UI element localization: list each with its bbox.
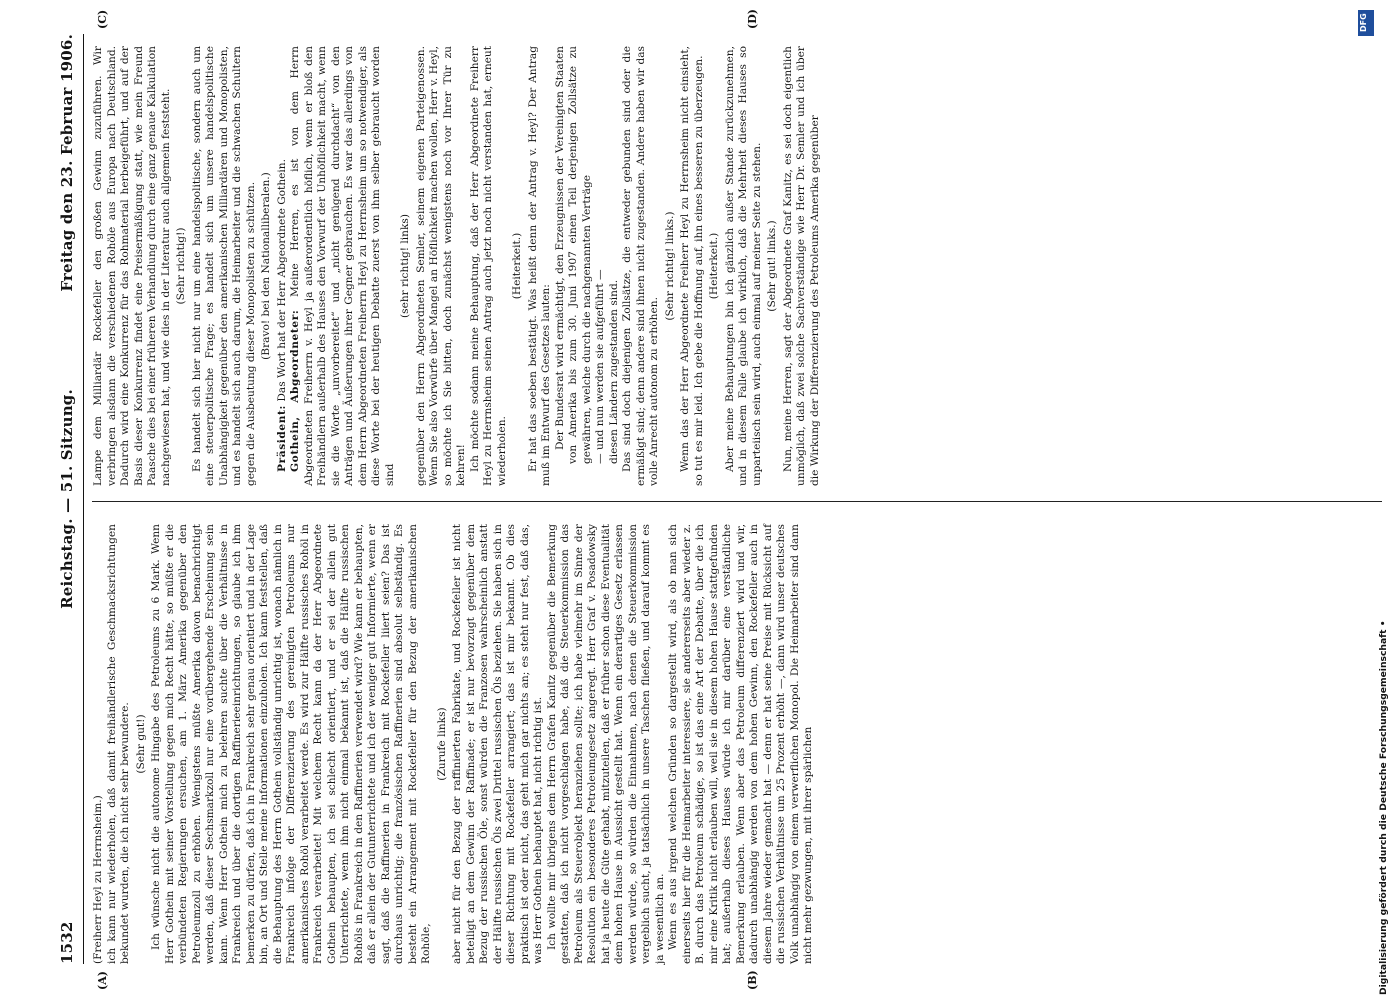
left-column <box>92 524 1382 964</box>
paragraph: Ich wünsche nicht die autonome Hingabe des Petroleums zu 6 Mark. Wenn Herr Gothein mit seiner Vorstellung gegen mich Recht hätte, so müßte er die verbündeten Regierungen ersuchen, am 1. März Amerika gegenüber den Petroleumzoll zu erhöhen. Wenigstens müßte Amerika davon benachrichtigt werden, daß dieser Sechsmarkzoll nur eine vorübergehende Erscheinung sein kann. Wenn Herr Gothein mich zu belehren suchte über die Verhältnisse in Frankreich und über die dortigen Raffinerieeinrichtungen, so glaube ich ihm bemerken zu dürfen, daß ich in Frankreich sehr genau orientiert und in der Lage bin, an Ort und Stelle meine Informationen einzuholen. Ich kann feststellen, daß die Behauptung des Herrn Gothein vollständig unrichtig ist, wonach nämlich in Frankreich infolge der Differenzierung des gereinigten Petroleums nur amerikanisches Rohöl verarbeitet werde. Es wird zur Hälfte russisches Rohöl in Frankreich verarbeitet! Mit welchem Recht kann da der Herr Abgeordnete Gothein behaupten, ich sei schlecht orientiert, und er sei der allein gut Unterrichtete, wenn ihm nicht einmal bekannt ist, daß die Hälfte russischen Rohöls in Frankreich in den Raffinerien verwendet wird? Wie kann er behaupten, daß er allein der Gutunterrichtete und ich der weniger gut Informierte, wenn er sagt, daß die Raffinerien in Frankreich mit Rockefeller liiert seien? Das ist durchaus unrichtig; die französischen Raffinerien sind absolut selbständig. Es besteht ein Arrangement mit Rockefeller für den Bezug der amerikanischen Rohöle, <box>150 524 432 964</box>
paragraph: Aber meine Behauptungen bin ich gänzlich außer Stande zurückzunehmen, und in diesem Falle glaube ich wirklich, daß die Mehrheit dieses Hauses so unparteiisch sein wird, auch einmal auf meiner Seite zu stehen. <box>723 46 763 486</box>
paragraph: ich kann nur wiederholen, daß damit freihändlerische Geschmacksrichtungen bekundet wurden, die ich nicht sehr bewundere. <box>105 524 131 964</box>
interjection: (Bravo! bei den Nationalliberalen.) <box>260 172 272 360</box>
margin-marker-c: (C) <box>96 9 109 29</box>
header-rule <box>83 34 84 964</box>
page-number: 1532 <box>58 921 76 964</box>
column-divider <box>92 501 1382 502</box>
interjection: (Zurufe links) <box>435 707 448 781</box>
paragraph: gegenüber den Herrn Abgeordneten Semler, seinem eigenen Parteigenossen. Wenn Sie also Vorwürfe über Mangel an Höflichkeit machen wollen, Herr v. Heyl, so möchte ich Sie bitten, doch zunächst wenigstens noch vor Ihrer Tür zu kehren! <box>414 46 467 486</box>
quoted-motion: Der Bundesrat wird ermächtigt, den Erzeugnissen der Vereinigten Staaten von Amerika bis zum 30. Juni 1907 einen Teil derjenigen Zollsätze zu gewähren, welche durch die nachgenannten Verträge <box>553 46 593 464</box>
interjection: (Heiterkeit.) <box>511 232 523 300</box>
paragraph: Nun, meine Herren, sagt der Abgeordnete Graf Kanitz, es sei doch eigentlich unmöglich, daß zwei solche Sachverständige wie Herr Dr. Semler und ich über die Wirkung der Differenzierung des Petroleums Amerika gegenüber <box>781 46 821 486</box>
interjection: (Sehr gut! links.) <box>766 220 778 312</box>
margin-marker-b: (B) <box>746 970 759 990</box>
quoted-motion-end: diesen Ländern zugestanden sind. <box>607 279 620 464</box>
interjection: (Sehr richtig!) <box>175 227 187 305</box>
session-date: Freitag den 23. Februar 1906. <box>58 34 76 292</box>
session-title: Reichstag. — 51. Sitzung. <box>58 389 76 609</box>
digitization-credit <box>1356 10 1389 995</box>
credit-text: Digitalisierung gefördert durch die Deutsche Forschungsgemeinschaft • <box>1378 620 1389 995</box>
right-column <box>92 46 1382 486</box>
running-header <box>56 34 82 964</box>
gothein-speech: Gothein, Abgeordneter: Meine Herren, es ist von dem Herrn Abgeordneten Freiherrn v. Heyl ja außerordentlich höflich, wenn er bloß den Freihändlern außerhalb des Hauses den Vorwurf der Unhöflichkeit macht, wenn sie die Worte „unvorbereitet“ und „nicht genügend durchdacht“ von den Anträgen und Äußerungen ihrer Gegner gebrauchen. Es war das allerdings von dem Herrn Abgeordneten Freiherrn Heyl zu Herrnsheim um so notwendiger, als diese Worte bei der heutigen Debatte zuerst von ihm selber gebraucht worden sind <box>289 46 396 486</box>
margin-marker-d: (D) <box>746 9 759 29</box>
paragraph: Ich wollte mir übrigens dem Herrn Grafen Kanitz gegenüber die Bemerkung gestatten, daß ich nicht vorgeschlagen habe, daß die Steuerkommission das Petroleum als Steuerobjekt heranziehen sollte; ich habe vielmehr im Sinne der Resolution ein besonderes Petroleumgesetz angeregt. Herr Graf v. Posadowsky hat ja heute die Güte gehabt, mitzuteilen, daß er früher schon diese Eventualität dem hohen Hause in Aussicht gestellt hat. Wenn ein derartiges Gesetz erlassen werden würde, so würden die Einnahmen, nach denen die Steuerkommission vergeblich sucht, ja tatsächlich in unsere Taschen fließen, und darauf kommt es ja wesentlich an. <box>545 524 666 964</box>
paragraph: Es handelt sich hier nicht nur um eine handelspolitische, sondern auch um eine steuerpolitische Frage; es handelt sich um unsere handelspolitische Unabhängigkeit gegenüber den amerikanischen Milliardären und Monopolisten, und es handelt sich auch darum, die Heimarbeiter und die schwachen Schultern gegen die Ausbeutung dieser Monopolisten zu schützen. <box>190 46 257 486</box>
paragraph: Wenn es aus irgend welchen Gründen so dargestellt wird, als ob man sich einerseits hier für die Heimarbeiter interessiere, sie andererseits aber wieder z. B. durch das Petroleum schädige, so ist das eine Art der Debatte, über die ich mir eine Kritik nicht erlauben will, weil sie in diesem hohen Hause stattgefunden hat; außerhalb dieses Hauses würde ich mir darüber eine verständliche Bemerkung erlauben. Wenn aber das Petroleum differenziert wird und wir, dadurch unabhängig werden von dem hohen Gewinn, den Rockefeller auch in diesem Jahre wieder gemacht hat — denn er hat seine Preise mit Rücksicht auf die russischen Verhältnisse um 25 Prozent erhöht —, dann wird unser deutsches Volk unabhängig von einem verwerflichen Monopol. Die Heimarbeiter sind dann nicht mehr gezwungen, mit ihrer spärlichen <box>667 524 814 964</box>
margin-marker-a: (A) <box>96 971 109 990</box>
paragraph: Wenn das der Herr Abgeordnete Freiherr Heyl zu Herrnsheim nicht einsieht, so tut es mir leid. Ich gebe die Hoffnung auf, ihn eines besseren zu überzeugen. <box>679 46 705 486</box>
paragraph: aber nicht für den Bezug der raffinierten Fabrikate, und Rockefeller ist nicht beteiligt an dem Gewinn der Raffinade; er ist nur bevorzugt gegenüber dem Bezug der russischen Öle, sonst würden die Franzosen wahrscheinlich anstatt der Hälfte russischen Öls zwei Drittel russischen Öls beziehen. Sie haben sich in dieser Richtung mit Rockefeller arrangiert; das ist mir bekannt. Ob dies praktisch ist oder nicht, das geht mich gar nichts an; es steht nur fest, daß das, was Herr Gothein behauptet hat, nicht richtig ist. <box>451 524 544 964</box>
paragraph: Er hat das soeben bestätigt. Was heißt denn der Antrag v. Heyl? Der Antrag muß im Entwurf des Gesetzes lauten: <box>526 46 552 486</box>
interjection: (Sehr richtig! links.) <box>663 211 676 321</box>
dfg-logo: DFG <box>1358 10 1374 36</box>
paragraph: Das sind doch diejenigen Zollsätze, die entweder gebunden sind oder die ermäßigt sind; denn andere sind ihnen nicht zugestanden. Andere haben wir das volle Anrecht autonom zu erhöhen. <box>621 46 660 486</box>
speaker-name: Präsident: <box>275 404 288 472</box>
interjection: (sehr richtig! links) <box>399 214 411 318</box>
president-statement: Präsident: Das Wort hat der Herr Abgeordnete Gothein. <box>275 159 288 472</box>
speaker-name: Gothein, Abgeordneter: <box>289 309 301 472</box>
interjection: (Sehr gut!) <box>134 714 147 774</box>
interjection: (Heiterkeit.) <box>708 232 720 300</box>
quoted-aside: — und nun werden sie aufgeführt — <box>594 269 606 464</box>
paragraph: Ich möchte sodann meine Behauptung, daß der Herr Abgeordnete Freiherr Heyl zu Herrnsheim seinen Antrag auch jetzt noch nicht verstanden hat, erneut wiederholen. <box>468 46 508 486</box>
paragraph: Lampe dem Milliardär Rockefeller den großen Gewinn zuzuführen. Wir verbringen alsdann die verschiedenen Rohöle aus Europa nach Deutschland. Dadurch wird eine Konkurrenz für das Rohmaterial herbeigeführt, und auf der Basis dieser Konkurrenz findet eine Preisermäßigung statt, wie mein Freund Paasche dies bei einer früheren Verhandlung durch eine ganz genaue Kalkulation nachgewiesen hat, und wie dies in der Literatur auch allgemein feststeht. <box>92 46 172 486</box>
speaker-continuation: (Freiherr Heyl zu Herrnsheim.) <box>92 795 104 964</box>
